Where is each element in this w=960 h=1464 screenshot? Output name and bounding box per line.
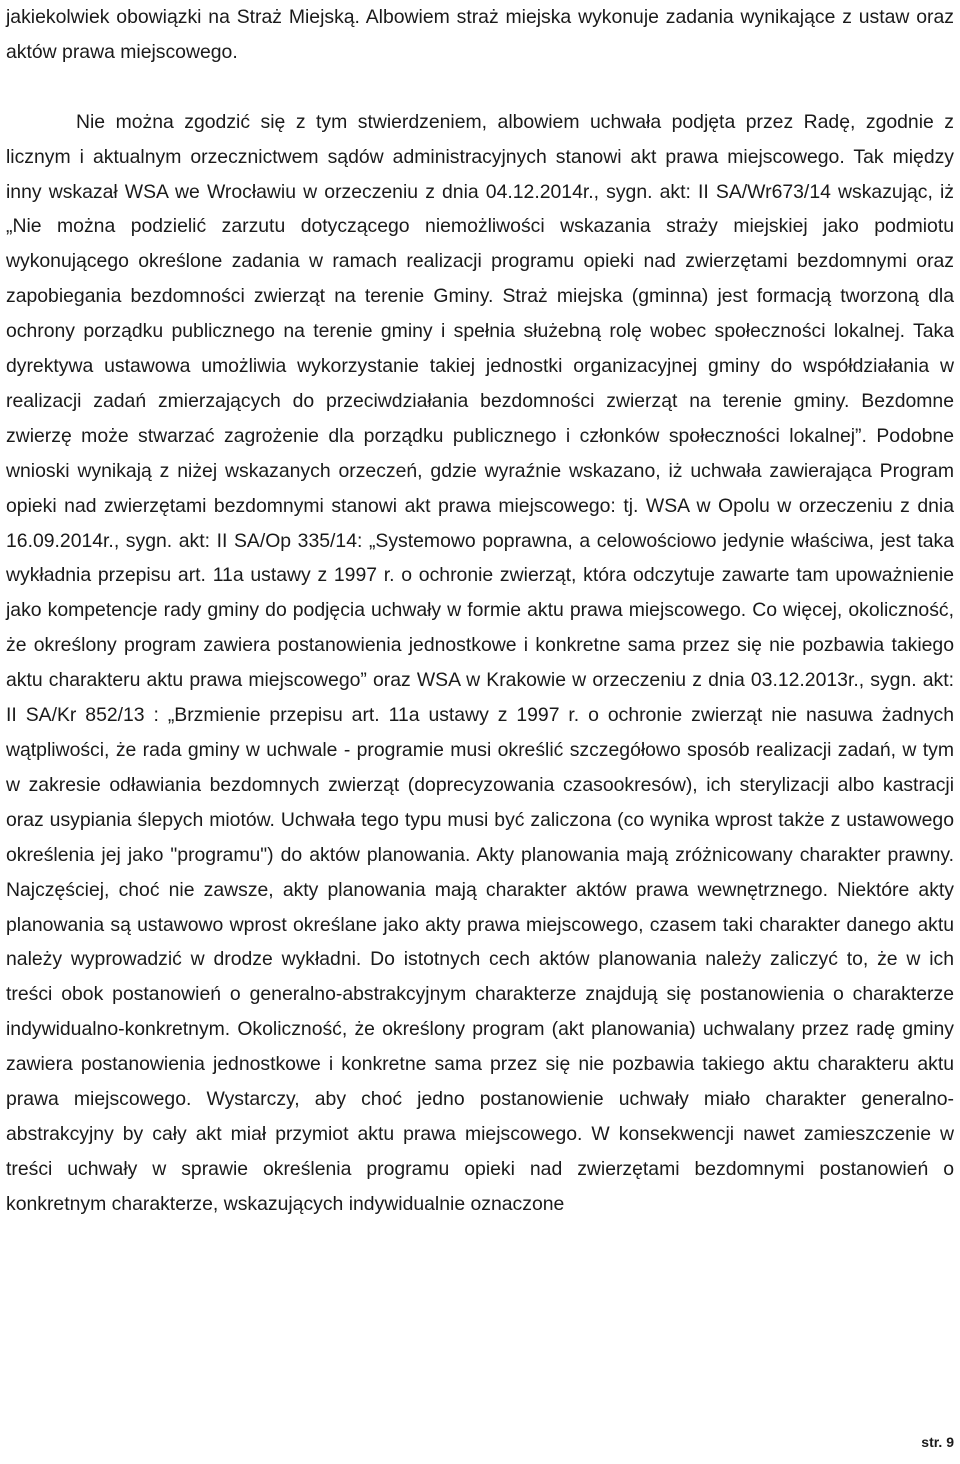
paragraph: Nie można zgodzić się z tym stwierdzeniem, albowiem uchwała podjęta przez Radę, zgodnie z licznym i aktualnym orzecznictwem sądów administracyjnych stanowi akt prawa miejscowego. Tak między inny wskazał WSA we Wrocławiu w orzeczeniu z dnia 04.12.2014r., sygn. akt: II SA/Wr673/14 wskazując, iż „Nie można podzielić zarzutu dotyczącego niemożliwości wskazania straży miejskiej jako podmiotu wykonującego określone zadania w ramach realizacji programu opieki nad zwierzętami bezdomnymi oraz zapobiegania bezdomności zwierząt na terenie Gminy. Straż miejska (gminna) jest formacją tworzoną dla ochrony porządku publicznego na terenie gminy i spełnia służebną rolę wobec społeczności lokalnej. Taka dyrektywa ustawowa umożliwia wykorzystanie takiej jednostki organizacyjnej gminy do współdziałania w realizacji zadań zmierzających do przeciwdziałania bezdomności zwierząt na terenie gminy. Bezdomne zwierzę może stwarzać zagrożenie dla porządku publicznego i członków społeczności lokalnej”. Podobne wnioski wynikają z niżej wskazanych orzeczeń, gdzie wyraźnie wskazano, iż uchwała zawierająca Program opieki nad zwierzętami bezdomnymi stanowi akt prawa miejscowego: tj. WSA w Opolu w orzeczeniu z dnia 16.09.2014r., sygn. akt: II SA/Op 335/14: „Systemowo poprawna, a celowościowo jedynie właściwa, jest taka wykładnia przepisu art. 11a ustawy z 1997 r. o ochronie zwierząt, która odczytuje zawarte tam upoważnienie jako kompetencje rady gminy do podjęcia uchwały w formie aktu prawa miejscowego. Co więcej, okoliczność, że określony program zawiera postanowienia jednostkowe i konkretne sama przez się nie pozbawia takiego aktu charakteru aktu prawa miejscowego” oraz WSA w Krakowie w orzeczeniu z dnia 03.12.2013r., sygn. akt: II SA/Kr 852/13 : „Brzmienie przepisu art. 11a ustawy z 1997 r. o ochronie zwierząt nie nasuwa żadnych wątpliwości, że rada gminy w uchwale - programie musi określić szczegółowo sposób realizacji zadań, w tym w zakresie odławiania bezdomnych zwierząt (doprecyzowania czasookresów), ich sterylizacji albo kastracji oraz usypiania ślepych miotów. Uchwała tego typu musi być zaliczona (co wynika wprost także z ustawowego określenia jej jako "programu") do aktów planowania. Akty planowania mają zróżnicowany charakter prawny. Najczęściej, choć nie zawsze, akty planowania mają charakter aktów prawa wewnętrznego. Niektóre akty planowania są ustawowo wprost określane jako akty prawa miejscowego, czasem taki charakter danego aktu należy wyprowadzić w drodze wykładni. Do istotnych cech aktów planowania należy zaliczyć to, że w ich treści obok postanowień o generalno-abstrakcyjnym charakterze znajdują się postanowienia o charakterze indywidualno-konkretnym. Okoliczność, że określony program (akt planowania) uchwalany przez radę gminy zawiera postanowienia jednostkowe i konkretne sama przez się nie pozbawia takiego aktu charakteru aktu prawa miejscowego. Wystarczy, aby choć jedno postanowienie uchwały miało charakter generalno-abstrakcyjny by cały akt miał przymiot aktu prawa miejscowego. W konsekwencji nawet zamieszczenie w treści uchwały w sprawie określenia programu opieki nad zwierzętami bezdomnymi postanowień o konkretnym charakterze, wskazujących indywidualnie oznaczone: [6, 110, 954, 1215]
document-body: [6, 0, 954, 1222]
paragraph: jakiekolwiek obowiązki na Straż Miejską. Albowiem straż miejska wykonuje zadania wynikające z ustaw oraz aktów prawa miejscowego.: [6, 6, 954, 63]
page-number: str. 9: [921, 1434, 954, 1450]
